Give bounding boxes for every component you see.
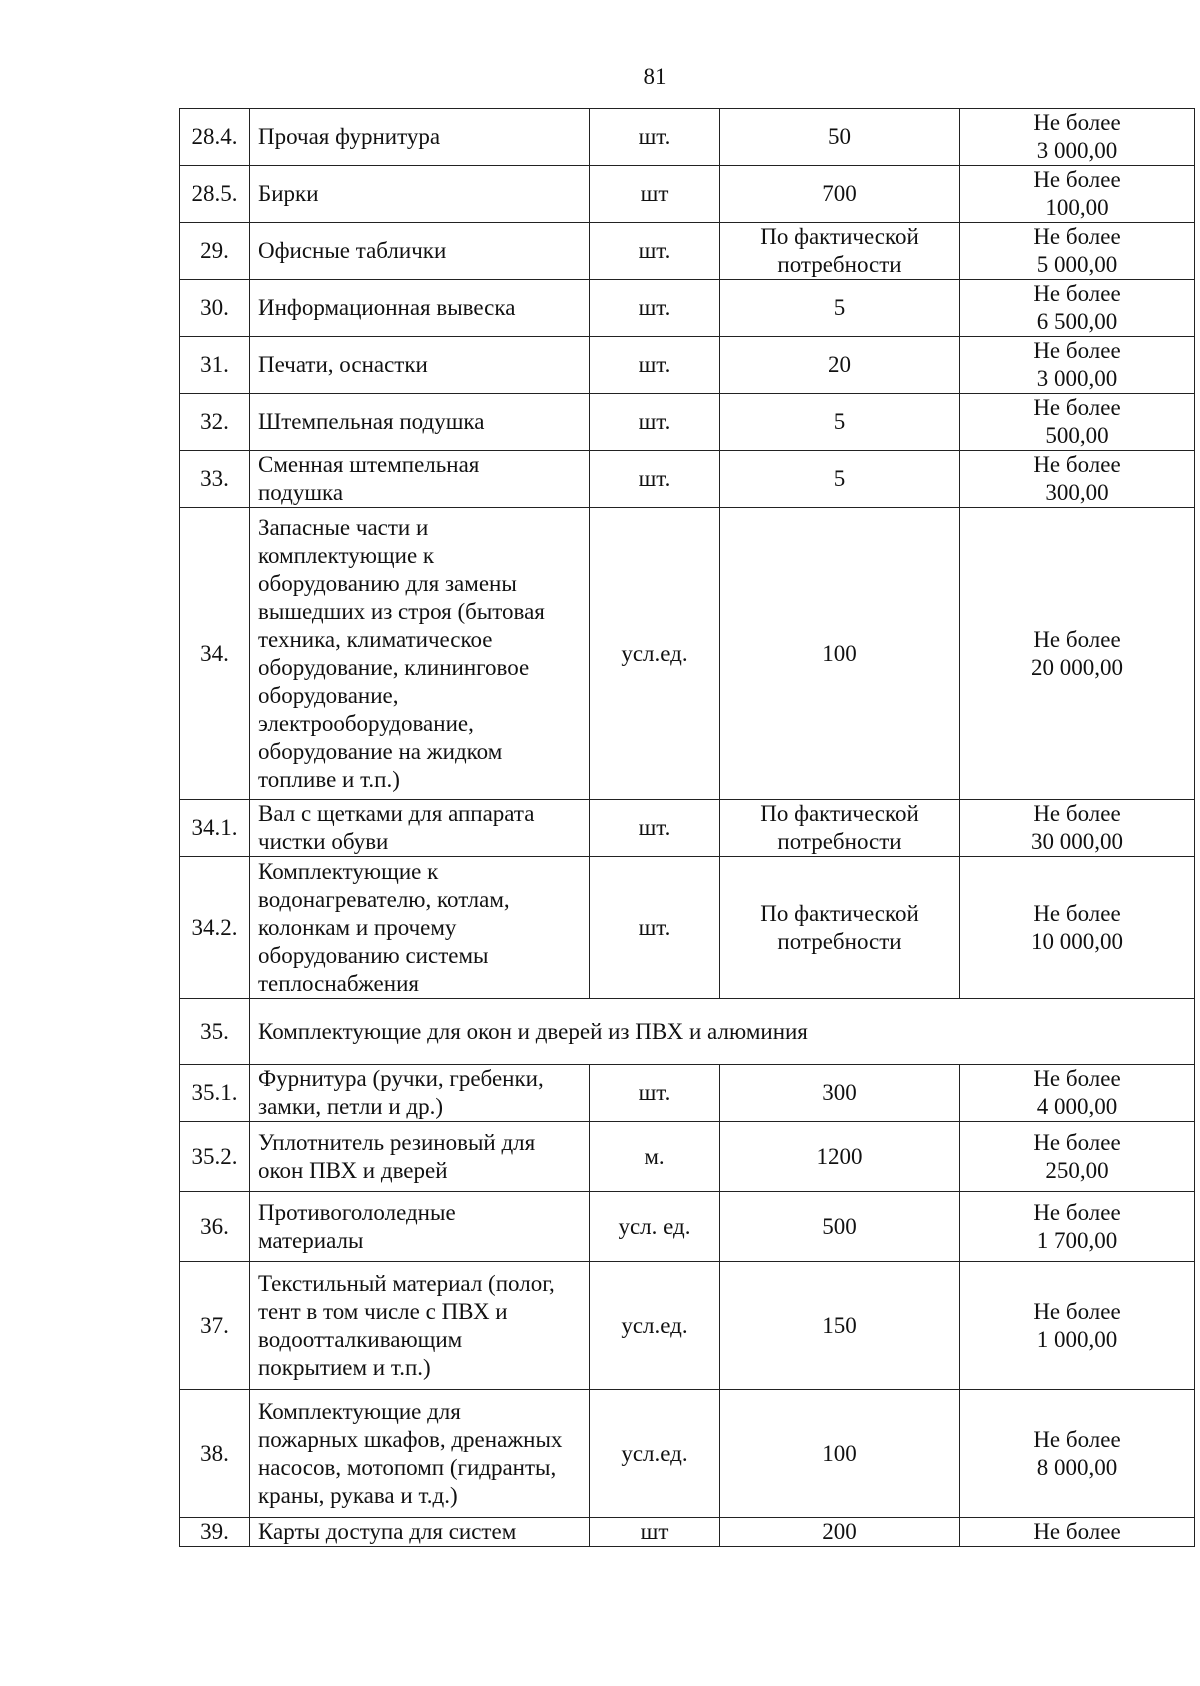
item-name-line: Штемпельная подушка [258, 409, 485, 434]
table-row [180, 394, 1195, 451]
item-name-line: замки, петли и др.) [258, 1094, 444, 1119]
quantity-cell [720, 337, 960, 394]
row-number: 31. [180, 337, 250, 394]
item-name-line: краны, рукава и т.д.) [258, 1482, 458, 1508]
price-cell-line: Не более [1033, 1519, 1121, 1544]
price-cell [960, 1192, 1195, 1262]
table-row [180, 451, 1195, 508]
quantity-cell [720, 166, 960, 223]
price-cell [960, 1518, 1195, 1547]
item-name [250, 508, 590, 800]
quantity-cell-line: потребности [777, 829, 902, 854]
item-name-line: окон ПВХ и дверей [258, 1157, 448, 1183]
item-name [250, 223, 590, 280]
item-name-line: водонагревателю, котлам, [258, 886, 510, 912]
quantity-cell-line: 20 [828, 352, 851, 377]
unit-cell: шт. [590, 451, 720, 508]
quantity-cell [720, 1262, 960, 1390]
row-number: 33. [180, 451, 250, 508]
item-name-line: Печати, оснастки [258, 352, 428, 377]
row-number: 36. [180, 1192, 250, 1262]
item-name-line: комплектующие к [258, 542, 435, 568]
item-name [250, 857, 590, 999]
table-row [180, 508, 1195, 800]
row-number: 32. [180, 394, 250, 451]
item-name-line: техника, климатическое [258, 626, 493, 652]
quantity-cell-line: По фактической [760, 900, 919, 926]
price-cell-line: 5 000,00 [1036, 252, 1118, 277]
table-row [180, 1262, 1195, 1390]
item-name-line: Офисные таблички [258, 238, 447, 263]
quantity-cell [720, 1122, 960, 1192]
price-cell [960, 1390, 1195, 1518]
row-number: 28.4. [180, 109, 250, 166]
price-cell-line: Не более [1033, 224, 1121, 249]
price-cell [960, 800, 1195, 857]
item-name-line: оборудование на жидком [258, 738, 503, 764]
item-name-line: вышедших из строя (бытовая [258, 598, 545, 624]
item-name-line: топливе и т.п.) [258, 766, 400, 792]
quantity-cell-line: 100 [822, 1440, 857, 1466]
quantity-cell-line: 700 [822, 181, 857, 206]
price-cell-line: 6 500,00 [1036, 309, 1118, 334]
item-name [250, 1518, 590, 1547]
table-row [180, 1122, 1195, 1192]
row-number: 30. [180, 280, 250, 337]
price-cell-line: Не более [1033, 452, 1121, 477]
row-number: 28.5. [180, 166, 250, 223]
page-number: 81 [643, 64, 667, 89]
item-name-line: насосов, мотопомп (гидранты, [258, 1454, 557, 1480]
item-name-line: Комплектующие для [258, 1398, 461, 1424]
item-name-line: материалы [258, 1227, 364, 1253]
item-name-line: водоотталкивающим [258, 1326, 463, 1352]
unit-cell: шт [590, 166, 720, 223]
table-row [180, 109, 1195, 166]
unit-cell: усл.ед. [590, 1262, 720, 1390]
item-name-line: оборудованию системы [258, 942, 489, 968]
item-name-line: оборудованию для замены [258, 570, 517, 596]
item-name [250, 451, 590, 508]
unit-cell: усл.ед. [590, 508, 720, 800]
table-row [180, 166, 1195, 223]
price-cell-line: 10 000,00 [1031, 928, 1123, 954]
quantity-cell-line: потребности [777, 928, 902, 954]
price-cell-line: Не более [1033, 395, 1121, 420]
quantity-cell-line: 100 [822, 640, 857, 666]
table-body [180, 109, 1195, 1547]
price-cell-line: 300,00 [1045, 480, 1109, 505]
item-name-line: теплоснабжения [258, 970, 419, 996]
unit-cell: шт. [590, 1065, 720, 1122]
price-cell [960, 1122, 1195, 1192]
row-number: 35. [180, 999, 250, 1065]
unit-cell: шт. [590, 800, 720, 857]
price-cell-line: 500,00 [1045, 423, 1109, 448]
price-cell-line: 1 700,00 [1036, 1227, 1118, 1253]
quantity-cell [720, 857, 960, 999]
price-cell-line: 1 000,00 [1036, 1326, 1118, 1352]
price-cell [960, 857, 1195, 999]
quantity-cell [720, 451, 960, 508]
item-name-line: пожарных шкафов, дренажных [258, 1426, 563, 1452]
price-cell-line: 20 000,00 [1031, 654, 1123, 680]
row-number: 39. [180, 1518, 250, 1547]
price-cell [960, 166, 1195, 223]
unit-cell: шт. [590, 223, 720, 280]
item-name [250, 1192, 590, 1262]
unit-cell: шт. [590, 857, 720, 999]
quantity-cell-line: 300 [822, 1080, 857, 1105]
quantity-cell [720, 508, 960, 800]
table-row [180, 857, 1195, 999]
price-cell-line: 8 000,00 [1036, 1454, 1118, 1480]
row-number: 37. [180, 1262, 250, 1390]
item-name-line: оборудование, [258, 682, 399, 708]
quantity-cell-line: 50 [828, 124, 851, 149]
price-cell-line: Не более [1033, 338, 1121, 363]
section-title: Комплектующие для окон и дверей из ПВХ и алюминия [250, 999, 1195, 1065]
item-name-line: Запасные части и [258, 514, 429, 540]
price-cell-line: Не более [1033, 626, 1121, 652]
price-cell-line: Не более [1033, 110, 1121, 135]
item-name-line: Противогололедные [258, 1199, 456, 1225]
unit-cell: шт. [590, 337, 720, 394]
table-row [180, 1390, 1195, 1518]
price-cell [960, 337, 1195, 394]
unit-cell: усл. ед. [590, 1192, 720, 1262]
quantity-cell-line: 500 [822, 1213, 857, 1239]
item-name [250, 1390, 590, 1518]
item-name [250, 1122, 590, 1192]
item-name-line: оборудование, клининговое [258, 654, 530, 680]
item-name-line: чистки обуви [258, 829, 389, 854]
table-row [180, 1065, 1195, 1122]
row-number: 35.1. [180, 1065, 250, 1122]
table-row [180, 999, 1195, 1065]
item-name-line: Бирки [258, 181, 319, 206]
quantity-cell-line: 1200 [816, 1143, 863, 1169]
quantity-cell [720, 1192, 960, 1262]
unit-cell: шт. [590, 280, 720, 337]
price-cell [960, 109, 1195, 166]
item-name-line: подушка [258, 480, 344, 505]
price-cell [960, 223, 1195, 280]
quantity-cell [720, 394, 960, 451]
table-row [180, 1518, 1195, 1547]
quantity-cell-line: потребности [777, 252, 902, 277]
price-cell-line: Не более [1033, 801, 1121, 826]
table-row [180, 280, 1195, 337]
price-cell-line: Не более [1033, 1298, 1121, 1324]
row-number: 35.2. [180, 1122, 250, 1192]
item-name [250, 1065, 590, 1122]
item-name-line: электрооборудование, [258, 710, 474, 736]
unit-cell: м. [590, 1122, 720, 1192]
item-name [250, 109, 590, 166]
unit-cell: усл.ед. [590, 1390, 720, 1518]
item-name [250, 337, 590, 394]
price-cell-line: 30 000,00 [1031, 829, 1123, 854]
row-number: 29. [180, 223, 250, 280]
item-name [250, 280, 590, 337]
item-name-line: колонкам и прочему [258, 914, 457, 940]
quantity-cell [720, 1065, 960, 1122]
quantity-cell-line: 5 [833, 466, 846, 491]
price-cell [960, 1262, 1195, 1390]
items-table [179, 108, 1195, 1547]
unit-cell: шт [590, 1518, 720, 1547]
quantity-cell-line: По фактической [760, 801, 919, 826]
price-cell [960, 394, 1195, 451]
price-cell-line: Не более [1033, 1426, 1121, 1452]
item-name-line: тент в том числе с ПВХ и [258, 1298, 508, 1324]
price-cell-line: Не более [1033, 167, 1121, 192]
price-cell-line: 3 000,00 [1036, 138, 1118, 163]
quantity-cell-line: 5 [833, 409, 846, 434]
price-cell-line: Не более [1033, 1066, 1121, 1091]
item-name [250, 800, 590, 857]
item-name-line: Уплотнитель резиновый для [258, 1129, 536, 1155]
item-name-line: Сменная штемпельная [258, 452, 480, 477]
quantity-cell-line: 5 [833, 295, 846, 320]
item-name [250, 1262, 590, 1390]
price-cell [960, 1065, 1195, 1122]
price-cell-line: Не более [1033, 900, 1121, 926]
unit-cell: шт. [590, 109, 720, 166]
price-cell-line: 4 000,00 [1036, 1094, 1118, 1119]
quantity-cell [720, 109, 960, 166]
item-name-line: Фурнитура (ручки, гребенки, [258, 1066, 544, 1091]
item-name-line: Вал с щетками для аппарата [258, 801, 535, 826]
table-row [180, 1192, 1195, 1262]
item-name-line: Информационная вывеска [258, 295, 516, 320]
item-name-line: Карты доступа для систем [258, 1519, 517, 1544]
quantity-cell-line: По фактической [760, 224, 919, 249]
item-name [250, 166, 590, 223]
row-number: 34.2. [180, 857, 250, 999]
quantity-cell-line: 200 [822, 1519, 857, 1544]
quantity-cell [720, 1518, 960, 1547]
price-cell [960, 280, 1195, 337]
quantity-cell [720, 223, 960, 280]
item-name-line: Текстильный материал (полог, [258, 1270, 555, 1296]
quantity-cell [720, 280, 960, 337]
quantity-cell [720, 800, 960, 857]
table-row [180, 223, 1195, 280]
price-cell-line: Не более [1033, 1199, 1121, 1225]
price-cell-line: 250,00 [1045, 1157, 1109, 1183]
item-name-line: Комплектующие к [258, 858, 439, 884]
price-cell [960, 508, 1195, 800]
item-name [250, 394, 590, 451]
price-cell-line: Не более [1033, 281, 1121, 306]
row-number: 38. [180, 1390, 250, 1518]
quantity-cell [720, 1390, 960, 1518]
quantity-cell-line: 150 [822, 1312, 857, 1338]
price-cell-line: Не более [1033, 1129, 1121, 1155]
table-row [180, 800, 1195, 857]
row-number: 34.1. [180, 800, 250, 857]
price-cell [960, 451, 1195, 508]
price-cell-line: 3 000,00 [1036, 366, 1118, 391]
price-cell-line: 100,00 [1045, 195, 1109, 220]
row-number: 34. [180, 508, 250, 800]
item-name-line: Прочая фурнитура [258, 124, 441, 149]
item-name-line: покрытием и т.п.) [258, 1354, 431, 1380]
unit-cell: шт. [590, 394, 720, 451]
table-row [180, 337, 1195, 394]
